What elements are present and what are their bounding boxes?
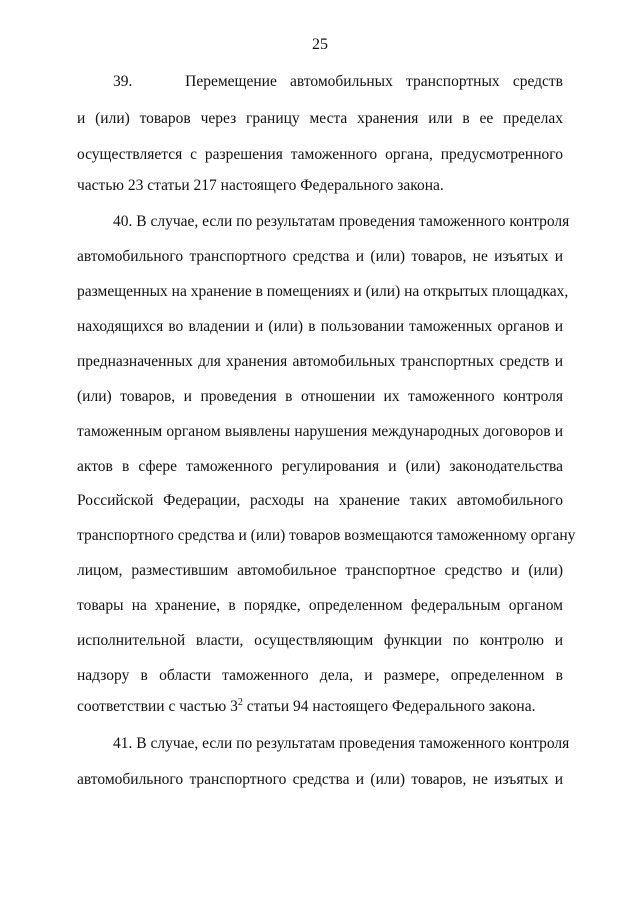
page-number: 25 — [312, 36, 328, 53]
text-line: надзору в области таможенного дела, и размере, определенном в — [77, 667, 563, 684]
text-line: (или) товаров, и проведения в отношении их таможенного контроля — [77, 388, 563, 405]
text-line: 39. Перемещение автомобильных транспортных средств — [113, 73, 563, 90]
text-line: актов в сфере таможенного регулирования и (или) законодательства — [77, 458, 563, 475]
text-line: таможенным органом выявлены нарушения международных договоров и — [77, 423, 563, 440]
text-line: осуществляется с разрешения таможенного органа, предусмотренного — [77, 146, 563, 163]
text-line — [77, 697, 563, 717]
text-line: исполнительной власти, осуществляющим функции по контролю и — [77, 632, 563, 649]
text-line: товары на хранение, в порядке, определенном федеральным органом — [77, 597, 563, 614]
text-line: 40. В случае, если по результатам проведения таможенного контроля — [113, 213, 570, 230]
superscript: 2 — [237, 697, 243, 708]
text-run: статьи 94 настоящего Федерального закона. — [242, 698, 536, 715]
text-line: и (или) товаров через границу места хранения или в ее пределах — [77, 110, 563, 127]
text-line: Российской Федерации, расходы на хранение таких автомобильного — [77, 492, 563, 509]
text-line: автомобильного транспортного средства и (или) товаров, не изъятых и — [77, 248, 563, 265]
text-line: частью 23 статьи 217 настоящего Федерального закона. — [77, 177, 444, 194]
text-line: находящихся во владении и (или) в пользовании таможенных органов и — [77, 318, 563, 335]
text-line: размещенных на хранение в помещениях и (или) на открытых площадках, — [77, 283, 569, 300]
text-line: предназначенных для хранения автомобильных транспортных средств и — [77, 353, 563, 370]
text-line: транспортного средства и (или) товаров возмещаются таможенному органу — [77, 527, 576, 544]
text-run: соответствии с частью 3 — [77, 698, 238, 715]
text-line: автомобильного транспортного средства и (или) товаров, не изъятых и — [77, 771, 563, 788]
text-line: лицом, разместившим автомобильное транспортное средство и (или) — [77, 562, 563, 579]
text-line: 41. В случае, если по результатам проведения таможенного контроля — [113, 735, 570, 752]
